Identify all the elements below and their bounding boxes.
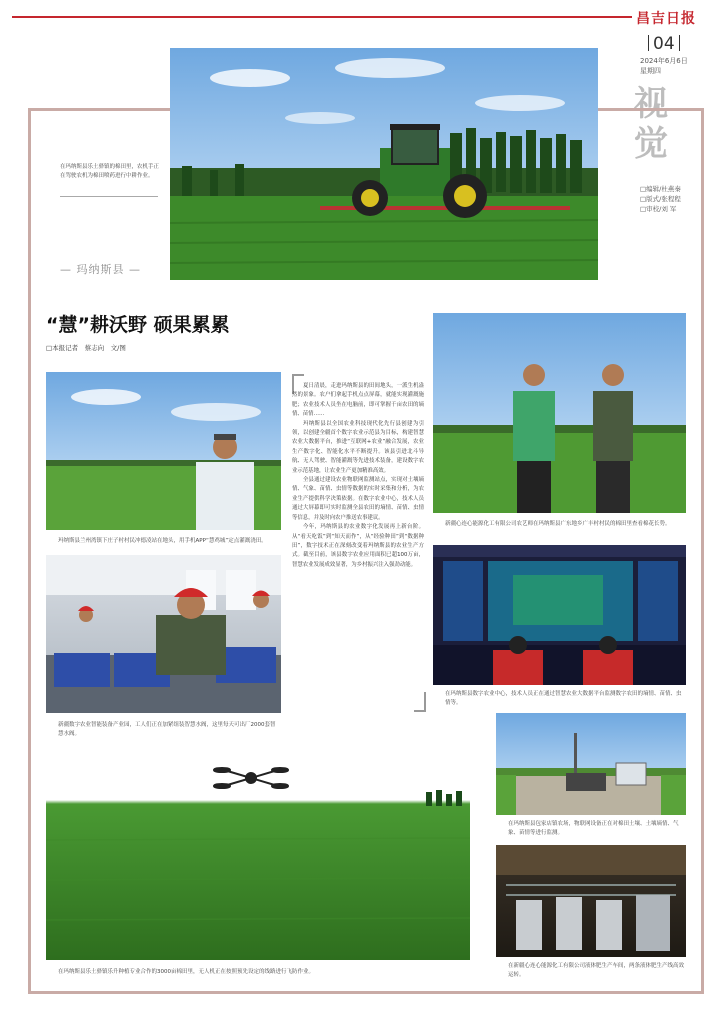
byline: □本报记者 蔡志向 文/图 — [46, 344, 126, 352]
photo-drone — [46, 760, 470, 960]
issue-date: 2024年6月6日 星期四 — [640, 57, 688, 75]
caption-factory: 新疆数字农业智能装备产业园，工人们正在加紧组装智慧水阀，这里每天可出厂2000套智慧水阀。 — [58, 722, 276, 737]
photo-tractor — [170, 48, 598, 280]
farmer-scene — [46, 372, 281, 530]
caption-drone: 在玛纳斯县乐土驿镇乐升种植专业合作的3000亩棉田里，无人机正在按照预先设定的线路进行飞防作业。 — [58, 969, 315, 975]
masthead-logo: 昌吉日报 — [636, 11, 696, 27]
drone-icon — [214, 768, 288, 788]
two-men-scene — [433, 313, 686, 513]
factory-scene — [46, 555, 281, 713]
photo-farmer-phone — [46, 372, 281, 530]
staff-credits: □编辑/杜燕秦 □版式/张程程 □审校/刘 军 — [640, 185, 681, 213]
region-label: — 玛纳斯县 — — [60, 263, 141, 276]
headline: “慧”耕沃野 硕果累累 — [46, 314, 230, 336]
top-rule — [12, 16, 632, 18]
caption-plant: 在新疆心连心能源化工有限公司液体肥生产车间，两条液体肥生产线高效运转。 — [508, 963, 685, 978]
photo-plant — [496, 845, 686, 957]
caption-rule — [60, 196, 158, 197]
photo-factory — [46, 555, 281, 713]
caption-two-men: 新疆心连心能源化工有限公司农艺师在玛纳斯县广东地乡广丰村村民的棉田里查看棉花长势。 — [445, 521, 671, 527]
article-body: 夏日清晨，走进玛纳斯县的田间地头，一派生机盎然的景象。农户们拿起手机点点屏幕，就能实现灌溉施肥；农业技术人员坐在电脑前，即可掌握千亩农田的墒情、苗情…… 玛纳斯县以全国农业科技现代化先行县创建为引领，以创建全疆首个数字农业示范县为目标，构建智慧农业大数据平台，推进“互联网+农业”融合发展，农业生产数字化、智能化水平不断提升。该县引进北斗导航、无人驾驶、智能灌溉等先进技术装备，建设数字农业示范基地，让农业生产更加精准高效。 全县通过建设农业物联网监测站点，实现对土壤墒情、气象、苗情、虫情等数据的实时采集和分析，为农业生产提供科学决策依据。在数字农业中心，技术人员通过大屏幕即可实时监测全县农田的墒情、苗情、虫情等信息，并及时向农户推送农事建议。 今年，玛纳斯县的农业数字化发展再上新台阶。从“看天吃饭”到“知天而作”，从“经验种田”到“数据种田”，数字技术正在深刻改变着玛纳斯县的农业生产方式。截至目前，该县数字农业应用面积已超100万亩，智慧农业发展成效显著，为乡村振兴注入强劲动能。 — [292, 383, 424, 568]
station-scene — [496, 713, 686, 815]
photo-station — [496, 713, 686, 815]
tractor-scene — [170, 48, 598, 280]
photo-two-men — [433, 313, 686, 513]
photo-monitor — [433, 545, 686, 685]
caption-farmer-phone: 玛纳斯县兰州湾镇下庄子村村民冲德凌站在地头，用手机APP“慧鸡城”定点灌溉浇田。 — [58, 538, 267, 544]
drone-scene — [46, 760, 470, 960]
plant-scene — [496, 845, 686, 957]
caption-station: 在玛纳斯县包家店镇农场，物联网设备正在对棉田土壤、土壤墒情、气象、苗情等进行监测。 — [508, 821, 679, 836]
monitor-scene — [433, 545, 686, 685]
column-title: 视觉 — [634, 84, 668, 164]
caption-tractor: 在玛纳斯县乐土驿镇的棉田里，农机手正在驾驶农机为棉田喷药进行中耕作业。 — [60, 164, 160, 179]
page-number: 04 — [644, 34, 684, 54]
caption-monitor: 在玛纳斯县数字农业中心，技术人员正在通过智慧农业大数据平台监测数字农田的墒情、苗情、虫情等。 — [445, 691, 682, 706]
article-bracket — [424, 692, 426, 712]
